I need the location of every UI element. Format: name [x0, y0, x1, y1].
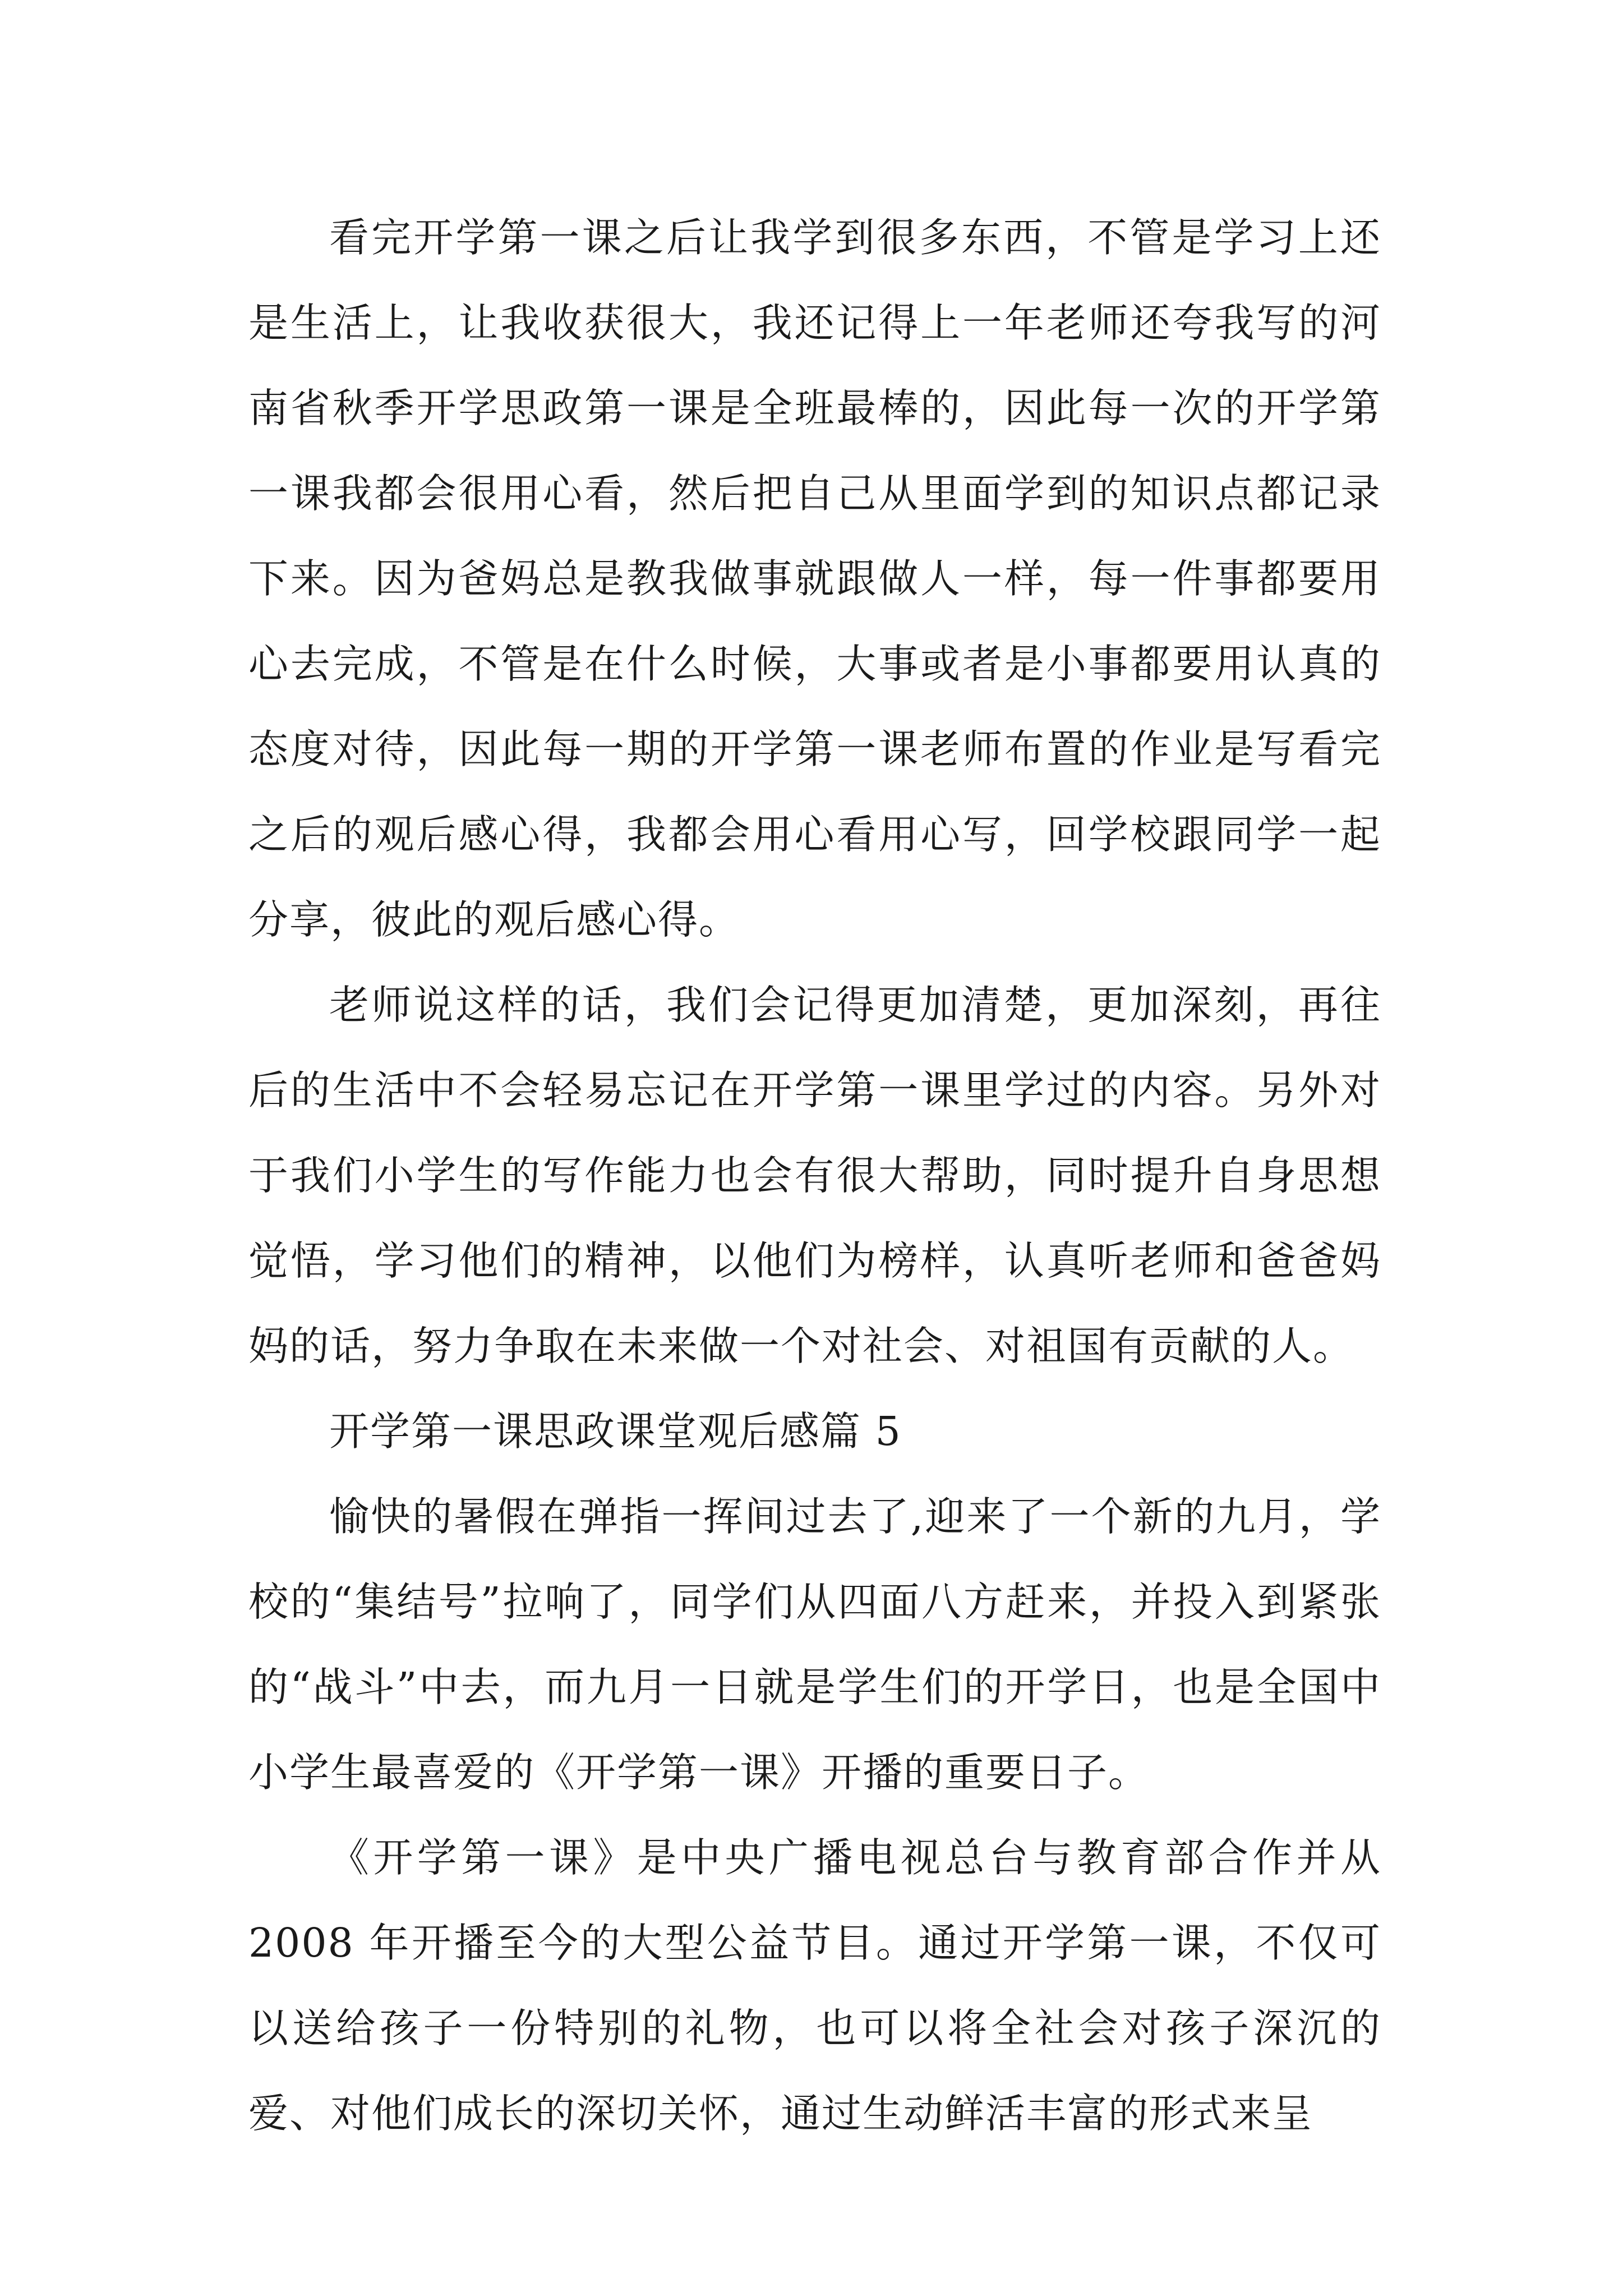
paragraph-4: 《开学第一课》是中央广播电视总台与教育部合作并从2008 年开播至今的大型公益节目。通过开学第一课，不仅可以送给孩子一份特别的礼物，也可以将全社会对孩子深沉的爱、对他们成长的深切关怀，通过生动鲜活丰富的形式来呈 — [248, 1834, 1381, 2137]
section-heading: 开学第一课思政课堂观后感篇 5 — [329, 1408, 902, 1455]
document-body — [248, 195, 1381, 2156]
paragraph-3: 愉快的暑假在弹指一挥间过去了,迎来了一个新的九月，学校的“集结号”拉响了，同学们从四面八方赶来，并投入到紧张的“战斗”中去，而九月一日就是学生们的开学日，也是全国中小学生最喜爱的《开学第一课》开播的重要日子。 — [248, 1493, 1381, 1796]
paragraph-2: 老师说这样的话，我们会记得更加清楚，更加深刻，再往后的生活中不会轻易忘记在开学第一课里学过的内容。另外对于我们小学生的写作能力也会有很大帮助，同时提升自身思想觉悟，学习他们的精神，以他们为榜样，认真听老师和爸爸妈妈的话，努力争取在未来做一个对社会、对祖国有贡献的人。 — [248, 982, 1381, 1369]
paragraph-1: 看完开学第一课之后让我学到很多东西，不管是学习上还是生活上，让我收获很大，我还记得上一年老师还夸我写的河南省秋季开学思政第一课是全班最棒的，因此每一次的开学第一课我都会很用心看，然后把自己从里面学到的知识点都记录下来。因为爸妈总是教我做事就跟做人一样，每一件事都要用心去完成，不管是在什么时候，大事或者是小事都要用认真的态度对待，因此每一期的开学第一课老师布置的作业是写看完之后的观后感心得，我都会用心看用心写，回学校跟同学一起分享，彼此的观后感心得。 — [248, 214, 1381, 943]
